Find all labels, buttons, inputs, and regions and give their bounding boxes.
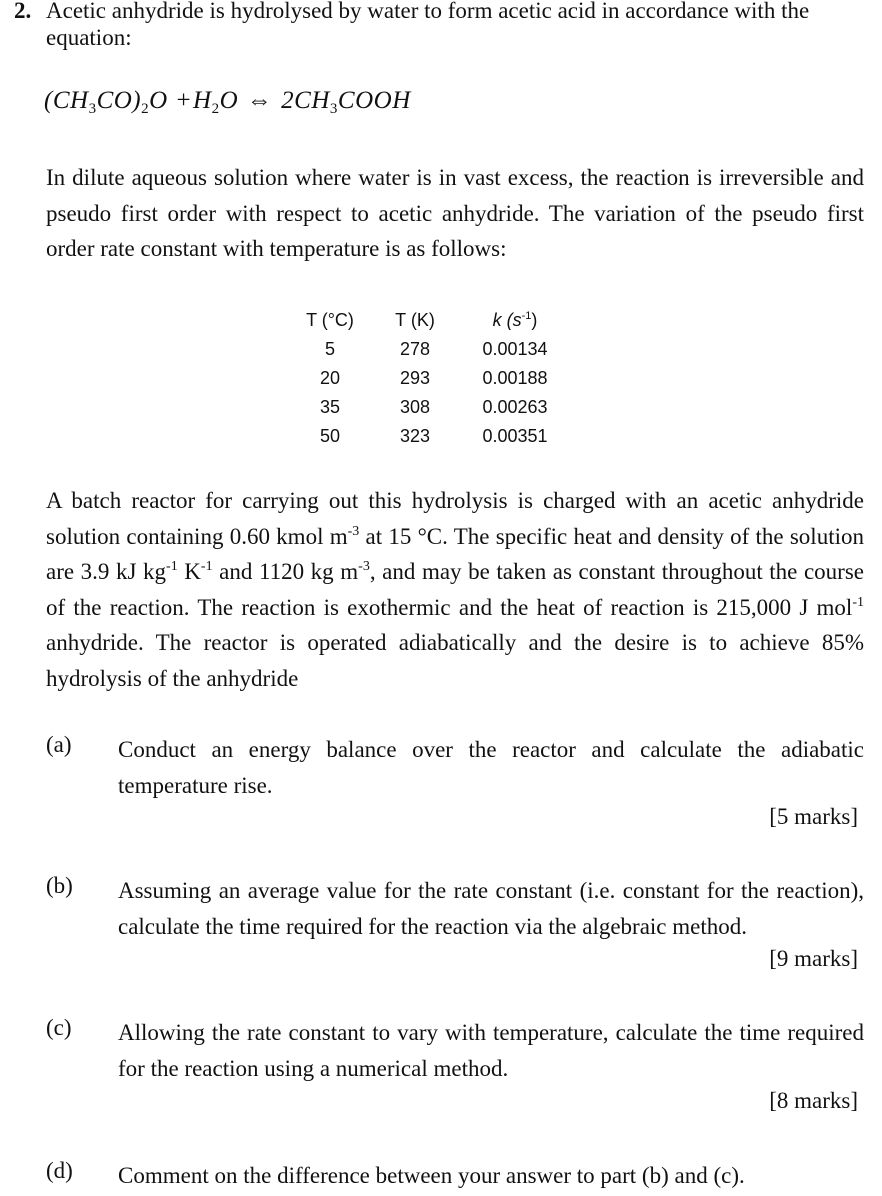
table-header-row bbox=[290, 306, 570, 335]
table-row: 20 293 0.00188 bbox=[319, 368, 548, 388]
reaction-equation: $(CH_3CO)_2O +H_2O$ ⇔ $2CH_3COOH$ bbox=[44, 87, 411, 117]
part-a-marks: [5 marks] bbox=[769, 804, 858, 829]
rate-constant-table bbox=[290, 306, 570, 451]
part-d-text: Comment on the difference between your answer to part (b) and (c). bbox=[118, 1163, 745, 1188]
part-c-marks: [8 marks] bbox=[769, 1088, 858, 1113]
question-intro: Acetic anhydride is hydrolysed by water to form acetic acid in accordance with the equation: bbox=[46, 0, 810, 50]
part-b-text: Assuming an average value for the rate constant (i.e. constant for the reaction), calculate the time required for the reaction via the algebraic method. bbox=[118, 878, 864, 939]
question-number: 2. bbox=[14, 0, 32, 23]
table-row: 50 323 0.00351 bbox=[319, 426, 548, 446]
header-temp-k: T (K) bbox=[395, 310, 435, 330]
table-row: 35 308 0.00263 bbox=[319, 397, 548, 417]
equilibrium-arrow: ⇔ bbox=[246, 87, 273, 114]
reactor-paragraph: A batch reactor for carrying out this hydrolysis is charged with an acetic anhydride solution containing 0.60 kmol $m^{-3}$ at 15 °C. The specific heat and density of the solution are 3.9 kJ $kg^{-1}$ $K^{-1}$ and 1120 kg $m^{-3}$, and may be taken as constant throughout the course of the reaction. The reaction is exothermic and the heat of reaction is 215,000 J mol$^{-1}$ anhydride. The reactor is operated adiabatically and the desire is to achieve 85% hydrolysis of the anhydride bbox=[46, 488, 865, 691]
header-rate-constant: k $(s^{-1})$ bbox=[492, 310, 538, 330]
intro-paragraph: In dilute aqueous solution where water is in vast excess, the reaction is irreversible and pseudo first order with respect to acetic anhydride. The variation of the pseudo first order rate constant with temperature is as follows: bbox=[46, 165, 864, 261]
part-a-label: (a) bbox=[46, 732, 72, 757]
part-b-marks: [9 marks] bbox=[769, 946, 858, 971]
header-temp-c: T (°C) bbox=[306, 310, 354, 330]
part-d-label: (d) bbox=[46, 1158, 73, 1183]
table-row: 5 278 0.00134 bbox=[324, 339, 548, 359]
part-c-text: Allowing the rate constant to vary with temperature, calculate the time required for the reaction using a numerical method. bbox=[118, 1020, 864, 1081]
part-b-label: (b) bbox=[46, 873, 73, 898]
part-c-label: (c) bbox=[46, 1015, 72, 1040]
part-a-text: Conduct an energy balance over the reactor and calculate the adiabatic temperature rise. bbox=[118, 737, 864, 798]
